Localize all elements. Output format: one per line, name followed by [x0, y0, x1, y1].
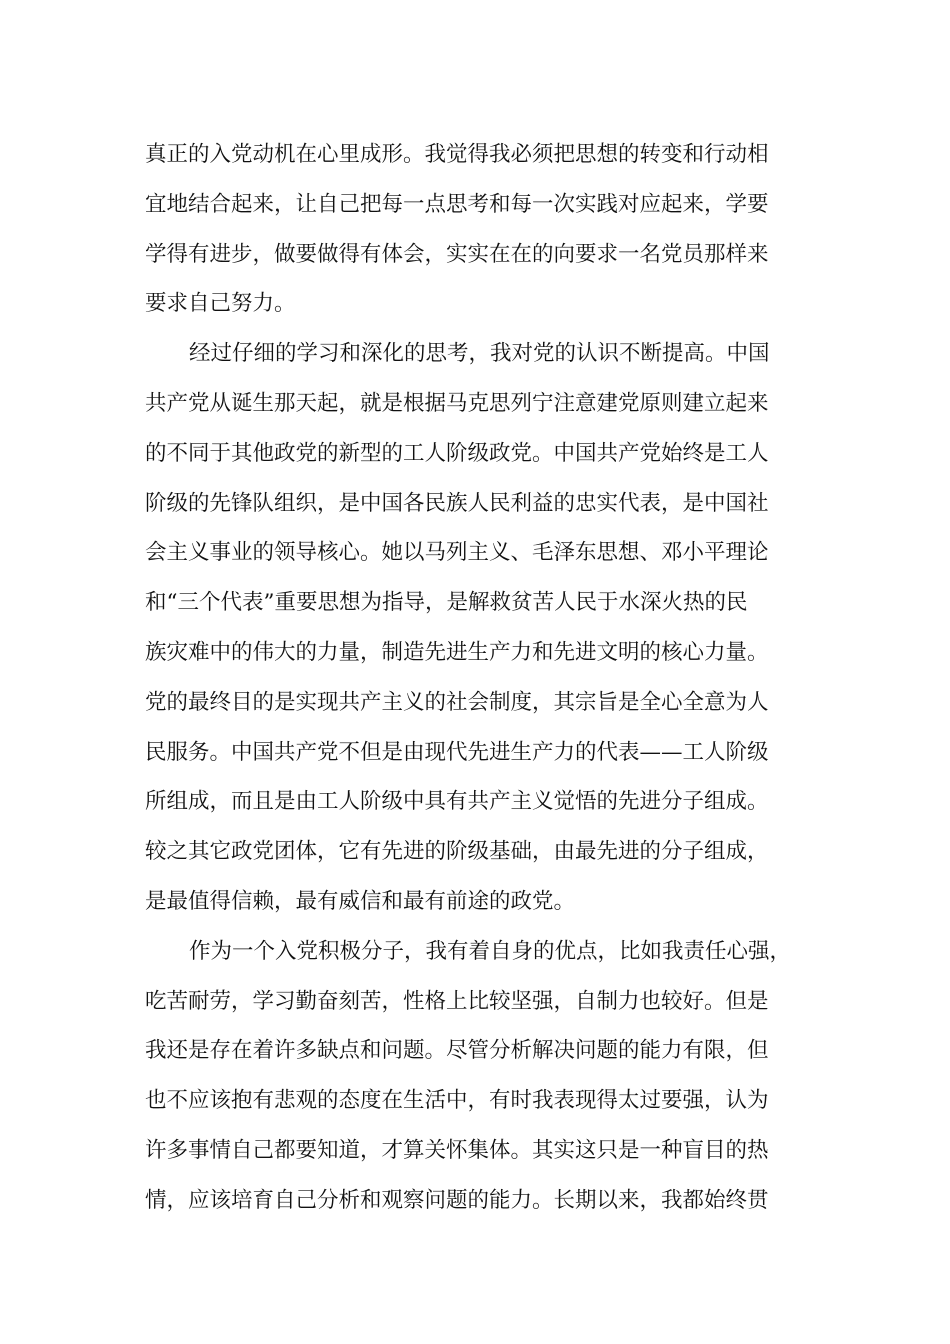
document-body [145, 130, 835, 1226]
text-line: 情，应该培育自己分析和观察问题的能力。长期以来，我都始终贯 [145, 1187, 769, 1213]
text-line: 真正的入党动机在心里成形。我觉得我必须把思想的转变和行动相 [145, 142, 769, 167]
text-line: 经过仔细的学习和深化的思考，我对党的认识不断提高。中国 [189, 341, 770, 367]
text-line: 族灾难中的伟大的力量，制造先进生产力和先进文明的核心力量。 [145, 639, 769, 665]
text-line: 会主义事业的领导核心。她以马列主义、毛泽东思想、邓小平理论 [145, 540, 769, 566]
text-line: 也不应该抱有悲观的态度在生活中，有时我表现得太过要强，认为 [145, 1088, 769, 1114]
text-line: 许多事情自己都要知道，才算关怀集体。其实这只是一种盲目的热 [145, 1137, 769, 1163]
text-line: 阶级的先锋队组织，是中国各民族人民利益的忠实代表，是中国社 [145, 490, 769, 516]
text-line: 作为一个入党积极分子，我有着自身的优点，比如我责任心强， [189, 938, 792, 964]
text-line: 较之其它政党团体，它有先进的阶级基础，由最先进的分子组成， [145, 839, 769, 865]
text-line: 吃苦耐劳，学习勤奋刻苦，性格上比较坚强，自制力也较好。但是 [145, 988, 769, 1014]
text-line: 宜地结合起来，让自己把每一点思考和每一次实践对应起来，学要 [145, 191, 769, 217]
text-line: 是最值得信赖，最有威信和最有前途的政党。 [145, 888, 576, 914]
text-line: 要求自己努力。 [145, 291, 296, 317]
text-line: 民服务。中国共产党不但是由现代先进生产力的代表——工人阶级 [145, 739, 769, 765]
text-line: 的不同于其他政党的新型的工人阶级政党。中国共产党始终是工人 [145, 440, 769, 466]
text-line: 所组成，而且是由工人阶级中具有共产主义觉悟的先进分子组成。 [145, 789, 769, 815]
text-line: 我还是存在着许多缺点和问题。尽管分析解决问题的能力有限，但 [145, 1038, 769, 1064]
text-line: 学得有进步，做要做得有体会，实实在在的向要求一名党员那样来 [145, 241, 769, 267]
text-line: 共产党从诞生那天起，就是根据马克思列宁注意建党原则建立起来 [145, 390, 769, 416]
text-line: 党的最终目的是实现共产主义的社会制度，其宗旨是全心全意为人 [145, 689, 769, 715]
text-line: 和“三个代表”重要思想为指导，是解救贫苦人民于水深火热的民 [145, 590, 748, 616]
